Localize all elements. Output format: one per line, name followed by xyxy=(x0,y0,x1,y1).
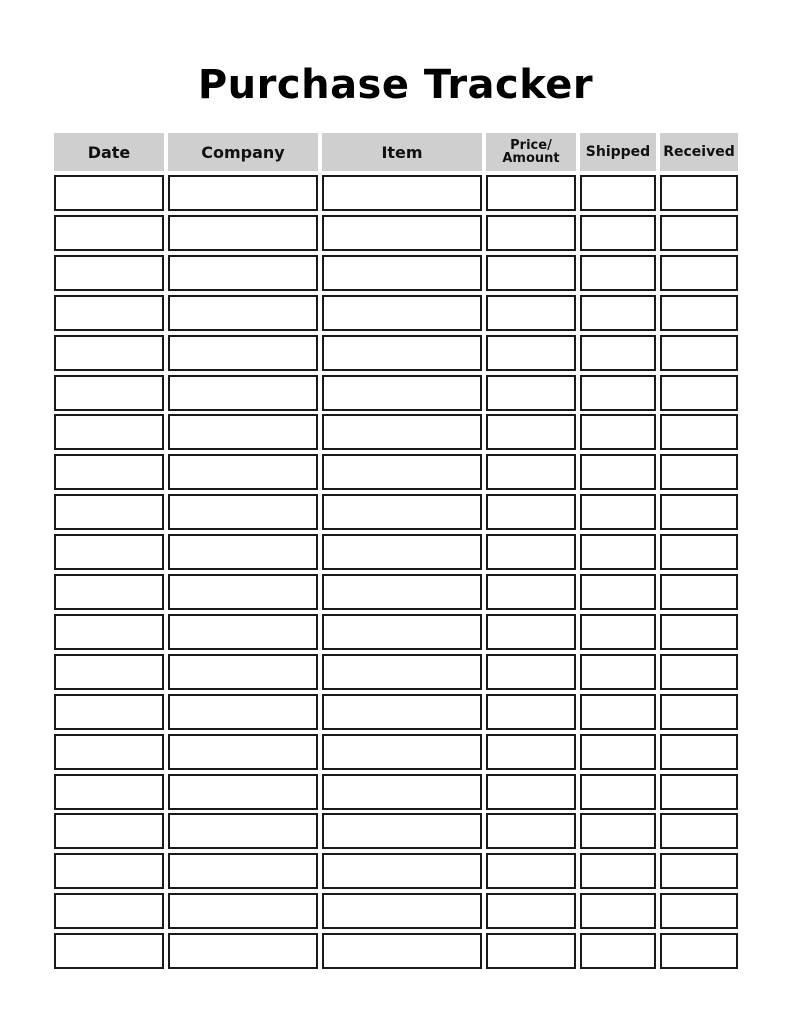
entry-cell-shipped xyxy=(580,454,656,490)
entry-cell-shipped xyxy=(580,694,656,730)
entry-cell-item xyxy=(322,414,482,450)
entry-cell-date xyxy=(54,534,164,570)
page-title: Purchase Tracker xyxy=(197,62,594,108)
entry-cell-date xyxy=(54,574,164,610)
entry-cell-price xyxy=(486,414,576,450)
entry-cell-price xyxy=(486,654,576,690)
entry-cell-company xyxy=(168,734,318,770)
entry-cell-company xyxy=(168,534,318,570)
entry-cell-company xyxy=(168,215,318,251)
entry-cell-company xyxy=(168,335,318,371)
entry-cell-received xyxy=(660,215,738,251)
entry-cell-shipped xyxy=(580,215,656,251)
entry-cell-price xyxy=(486,494,576,530)
entry-cell-date xyxy=(54,614,164,650)
entry-cell-received xyxy=(660,255,738,291)
entry-cell-shipped xyxy=(580,175,656,211)
entry-cell-received xyxy=(660,335,738,371)
entry-cell-company xyxy=(168,494,318,530)
entry-cell-price xyxy=(486,255,576,291)
entry-cell-price xyxy=(486,734,576,770)
entry-cell-company xyxy=(168,853,318,889)
entry-cell-price xyxy=(486,534,576,570)
entry-cell-item xyxy=(322,375,482,411)
entry-cell-shipped xyxy=(580,255,656,291)
entry-cell-date xyxy=(54,694,164,730)
entry-cell-price xyxy=(486,853,576,889)
entry-cell-item xyxy=(322,175,482,211)
entry-cell-company xyxy=(168,774,318,810)
entry-cell-item xyxy=(322,454,482,490)
entry-cell-shipped xyxy=(580,414,656,450)
entry-cell-shipped xyxy=(580,734,656,770)
entry-cell-date xyxy=(54,933,164,969)
entry-cell-item xyxy=(322,813,482,849)
entry-cell-received xyxy=(660,853,738,889)
entry-cell-company xyxy=(168,574,318,610)
entry-cell-company xyxy=(168,295,318,331)
entry-cell-date xyxy=(54,414,164,450)
entry-cell-received xyxy=(660,414,738,450)
entry-cell-shipped xyxy=(580,774,656,810)
entry-cell-shipped xyxy=(580,574,656,610)
entry-cell-item xyxy=(322,734,482,770)
entry-cell-date xyxy=(54,494,164,530)
entry-cell-shipped xyxy=(580,813,656,849)
entry-cell-received xyxy=(660,774,738,810)
entry-cell-item xyxy=(322,574,482,610)
entry-cell-date xyxy=(54,375,164,411)
entry-cell-shipped xyxy=(580,614,656,650)
entry-cell-received xyxy=(660,494,738,530)
entry-cell-item xyxy=(322,534,482,570)
entry-cell-received xyxy=(660,933,738,969)
entry-cell-shipped xyxy=(580,893,656,929)
entry-cell-received xyxy=(660,375,738,411)
entry-cell-date xyxy=(54,215,164,251)
entry-cell-received xyxy=(660,734,738,770)
entry-cell-price xyxy=(486,614,576,650)
entry-cell-item xyxy=(322,774,482,810)
entry-cell-item xyxy=(322,295,482,331)
entry-cell-date xyxy=(54,853,164,889)
column-header-shipped: Shipped xyxy=(580,133,656,171)
column-header-price-amount: Price/ Amount xyxy=(486,133,576,171)
entry-cell-date xyxy=(54,335,164,371)
entry-cell-price xyxy=(486,175,576,211)
entry-cell-price xyxy=(486,574,576,610)
entry-cell-price xyxy=(486,774,576,810)
entry-cell-company xyxy=(168,414,318,450)
entry-cell-date xyxy=(54,295,164,331)
entry-cell-price xyxy=(486,454,576,490)
entry-cell-received xyxy=(660,574,738,610)
entry-cell-received xyxy=(660,454,738,490)
entry-cell-item xyxy=(322,853,482,889)
entry-cell-price xyxy=(486,375,576,411)
entry-cell-item xyxy=(322,893,482,929)
entry-cell-price xyxy=(486,215,576,251)
entry-cell-shipped xyxy=(580,375,656,411)
entry-cell-shipped xyxy=(580,295,656,331)
entry-cell-date xyxy=(54,893,164,929)
entry-cell-item xyxy=(322,215,482,251)
entry-cell-price xyxy=(486,694,576,730)
entry-cell-item xyxy=(322,654,482,690)
entry-cell-shipped xyxy=(580,933,656,969)
entry-cell-received xyxy=(660,534,738,570)
entry-cell-received xyxy=(660,694,738,730)
entry-cell-company xyxy=(168,175,318,211)
entry-cell-item xyxy=(322,694,482,730)
entry-cell-price xyxy=(486,893,576,929)
entry-cell-date xyxy=(54,175,164,211)
entry-cell-company xyxy=(168,654,318,690)
entry-cell-item xyxy=(322,335,482,371)
column-header-item: Item xyxy=(322,133,482,171)
entry-cell-item xyxy=(322,255,482,291)
entry-cell-date xyxy=(54,774,164,810)
entry-cell-price xyxy=(486,933,576,969)
entry-cell-company xyxy=(168,893,318,929)
entry-cell-received xyxy=(660,175,738,211)
entry-cell-received xyxy=(660,614,738,650)
column-header-date: Date xyxy=(54,133,164,171)
entry-cell-item xyxy=(322,614,482,650)
entry-cell-shipped xyxy=(580,494,656,530)
entry-cell-shipped xyxy=(580,534,656,570)
entry-cell-company xyxy=(168,614,318,650)
entry-cell-shipped xyxy=(580,853,656,889)
column-header-company: Company xyxy=(168,133,318,171)
entry-cell-company xyxy=(168,694,318,730)
entry-cell-shipped xyxy=(580,335,656,371)
entry-cell-company xyxy=(168,454,318,490)
entry-cell-received xyxy=(660,813,738,849)
entry-cell-received xyxy=(660,295,738,331)
entry-cell-company xyxy=(168,813,318,849)
entry-cell-date xyxy=(54,654,164,690)
entry-cell-received xyxy=(660,893,738,929)
entry-cell-price xyxy=(486,335,576,371)
entry-cell-price xyxy=(486,813,576,849)
entry-cell-item xyxy=(322,933,482,969)
entry-cell-date xyxy=(54,734,164,770)
entry-cell-date xyxy=(54,255,164,291)
entry-cell-date xyxy=(54,813,164,849)
column-header-received: Received xyxy=(660,133,738,171)
entry-cell-price xyxy=(486,295,576,331)
entry-cell-company xyxy=(168,255,318,291)
entry-cell-item xyxy=(322,494,482,530)
entry-cell-company xyxy=(168,933,318,969)
entry-cell-date xyxy=(54,454,164,490)
entry-cell-shipped xyxy=(580,654,656,690)
entry-cell-received xyxy=(660,654,738,690)
entry-cell-company xyxy=(168,375,318,411)
